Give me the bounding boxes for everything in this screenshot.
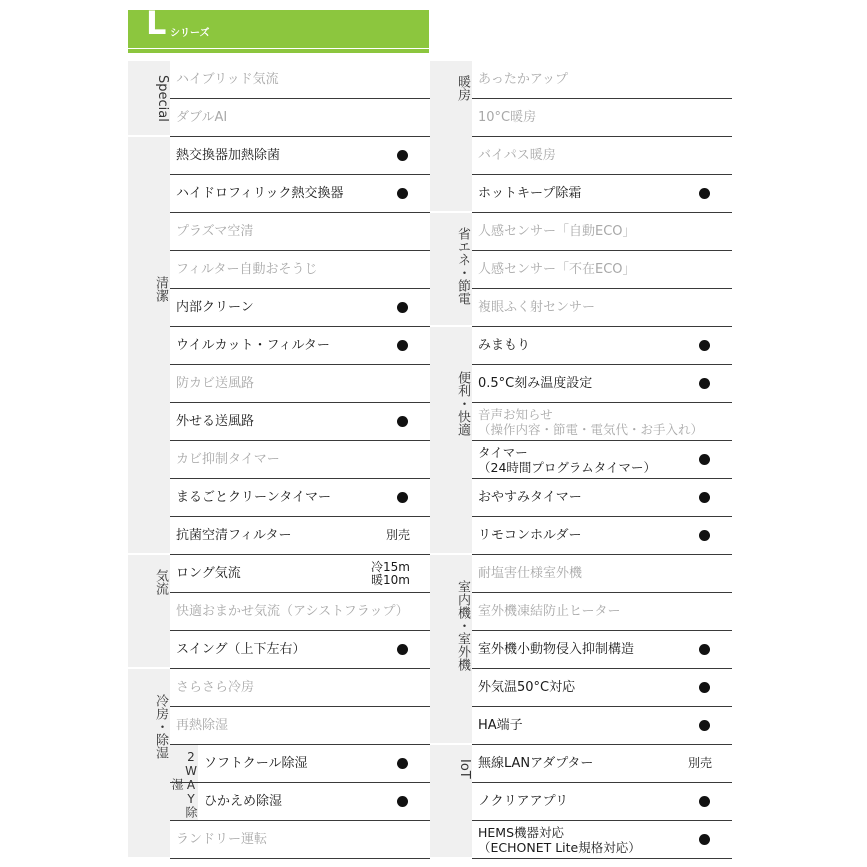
feature-label: 快適おまかせ気流（アシストフラップ） bbox=[176, 604, 409, 619]
supported-dot-icon bbox=[699, 454, 710, 465]
supported-dot-icon bbox=[699, 720, 710, 731]
feature-label: ホットキープ除霜 bbox=[478, 186, 582, 201]
category-label: 省エネ・節電 bbox=[455, 227, 470, 305]
supported-dot-icon bbox=[397, 150, 408, 161]
feature-label: あったかアップ bbox=[478, 72, 568, 87]
feature-label: スイング（上下左右） bbox=[176, 642, 306, 657]
feature-label: ハイドロフィリック熱交換器 bbox=[176, 186, 344, 201]
feature-label: ハイブリッド気流 bbox=[176, 72, 279, 87]
category-label: Special bbox=[155, 75, 170, 122]
feature-label: おやすみタイマー bbox=[478, 490, 582, 505]
feature-label: 室外機小動物侵入抑制構造 bbox=[478, 642, 635, 657]
supported-dot-icon bbox=[397, 492, 408, 503]
feature-row bbox=[472, 327, 732, 365]
feature-row bbox=[472, 593, 732, 631]
feature-label: 再熱除湿 bbox=[176, 718, 229, 733]
supported-dot-icon bbox=[699, 530, 710, 541]
feature-label: 内部クリーン bbox=[176, 300, 254, 315]
feature-row bbox=[170, 251, 430, 289]
feature-row bbox=[170, 403, 430, 441]
supported-dot-icon bbox=[397, 758, 408, 769]
category-label: 清潔 bbox=[153, 276, 168, 302]
feature-row bbox=[170, 175, 430, 213]
series-letter: L bbox=[146, 4, 167, 42]
feature-status-text: 別売 bbox=[385, 528, 410, 542]
category-label: IoT bbox=[457, 759, 472, 779]
feature-label: 耐塩害仕様室外機 bbox=[478, 566, 583, 581]
supported-dot-icon bbox=[699, 796, 710, 807]
feature-label: バイパス暖房 bbox=[478, 148, 556, 163]
supported-dot-icon bbox=[699, 492, 710, 503]
feature-label: 防カビ送風路 bbox=[176, 376, 255, 391]
supported-dot-icon bbox=[397, 340, 408, 351]
feature-row bbox=[472, 175, 732, 213]
feature-label: 10°C暖房 bbox=[478, 110, 537, 125]
feature-row bbox=[170, 137, 430, 175]
series-banner-underline bbox=[128, 49, 429, 53]
feature-row bbox=[472, 517, 732, 555]
feature-label: 抗菌空清フィルター bbox=[176, 528, 292, 543]
category-cell bbox=[430, 213, 472, 327]
feature-row bbox=[170, 517, 430, 555]
feature-label: ひかえめ除湿 bbox=[204, 794, 283, 809]
feature-label: さらさら冷房 bbox=[176, 680, 255, 695]
feature-label: プラズマ空清 bbox=[176, 224, 254, 239]
category-label: 室内機・室外機 bbox=[455, 580, 470, 671]
feature-label: 複眼ふく射センサー bbox=[478, 300, 596, 315]
feature-label: HEMS機器対応 （ECHONET Lite規格対応） bbox=[478, 824, 641, 855]
category-cell bbox=[430, 555, 472, 745]
category-cell bbox=[430, 327, 472, 555]
supported-dot-icon bbox=[699, 340, 710, 351]
feature-row bbox=[170, 365, 430, 403]
feature-row bbox=[472, 745, 732, 783]
feature-label: 0.5°C刻み温度設定 bbox=[478, 376, 593, 391]
feature-row bbox=[170, 593, 430, 631]
feature-row bbox=[170, 213, 430, 251]
sub-group-label: 2WAY除湿 bbox=[170, 750, 198, 818]
feature-row bbox=[170, 707, 430, 745]
category-cell bbox=[430, 745, 472, 859]
supported-dot-icon bbox=[699, 682, 710, 693]
category-cell bbox=[430, 61, 472, 213]
feature-row bbox=[472, 821, 732, 859]
category-cell bbox=[128, 61, 170, 137]
feature-label: まるごとクリーンタイマー bbox=[176, 490, 331, 505]
feature-label: ノクリアアプリ bbox=[478, 794, 569, 809]
feature-label: 無線LANアダプター bbox=[478, 756, 594, 771]
feature-status-text: 冷15m 暖10m bbox=[371, 559, 410, 587]
feature-row bbox=[170, 61, 430, 99]
feature-row bbox=[472, 213, 732, 251]
feature-label: 人感センサー「不在ECO」 bbox=[478, 262, 636, 277]
feature-row bbox=[170, 631, 430, 669]
feature-row bbox=[170, 441, 430, 479]
feature-row bbox=[170, 479, 430, 517]
feature-label: フィルター自動おそうじ bbox=[176, 262, 318, 277]
category-label: 便利・快適 bbox=[455, 371, 470, 436]
feature-status-text: 別売 bbox=[687, 756, 712, 770]
feature-row bbox=[472, 289, 732, 327]
feature-row bbox=[472, 61, 732, 99]
category-cell bbox=[128, 555, 170, 669]
feature-row bbox=[170, 669, 430, 707]
feature-label: リモコンホルダー bbox=[478, 528, 582, 543]
feature-label: HA端子 bbox=[478, 718, 523, 733]
feature-label: みまもり bbox=[478, 338, 531, 353]
category-cell bbox=[128, 669, 170, 859]
feature-row bbox=[170, 821, 430, 859]
feature-label: 外気温50°C対応 bbox=[478, 680, 576, 695]
supported-dot-icon bbox=[699, 188, 710, 199]
supported-dot-icon bbox=[699, 834, 710, 845]
feature-row bbox=[472, 707, 732, 745]
feature-row bbox=[472, 783, 732, 821]
feature-label: カビ抑制タイマー bbox=[176, 452, 280, 467]
feature-row bbox=[472, 99, 732, 137]
supported-dot-icon bbox=[397, 644, 408, 655]
feature-row bbox=[472, 441, 732, 479]
feature-label: ロング気流 bbox=[176, 566, 241, 581]
feature-row bbox=[472, 251, 732, 289]
feature-row bbox=[472, 555, 732, 593]
supported-dot-icon bbox=[397, 188, 408, 199]
feature-row bbox=[170, 327, 430, 365]
category-cell bbox=[128, 137, 170, 555]
feature-row bbox=[472, 631, 732, 669]
supported-dot-icon bbox=[699, 644, 710, 655]
feature-label: ウイルカット・フィルター bbox=[176, 338, 330, 353]
supported-dot-icon bbox=[699, 378, 710, 389]
feature-label: 室外機凍結防止ヒーター bbox=[478, 604, 621, 619]
feature-row bbox=[472, 403, 732, 441]
feature-label: ソフトクール除湿 bbox=[204, 756, 308, 771]
feature-label: タイマー （24時間プログラムタイマー） bbox=[478, 444, 657, 475]
feature-label: 音声お知らせ （操作内容・節電・電気代・お手入れ） bbox=[478, 406, 704, 437]
feature-row bbox=[170, 783, 430, 821]
feature-row bbox=[472, 137, 732, 175]
feature-row bbox=[170, 99, 430, 137]
supported-dot-icon bbox=[397, 302, 408, 313]
series-word: シリーズ bbox=[170, 28, 210, 39]
category-label: 冷房・除湿 bbox=[153, 694, 168, 759]
category-label: 気流 bbox=[153, 569, 168, 595]
feature-row bbox=[170, 555, 430, 593]
feature-row bbox=[170, 289, 430, 327]
feature-row bbox=[472, 365, 732, 403]
feature-row bbox=[170, 745, 430, 783]
feature-label: 人感センサー「自動ECO」 bbox=[478, 224, 636, 239]
feature-label: ダブルAI bbox=[176, 110, 228, 125]
supported-dot-icon bbox=[397, 796, 408, 807]
feature-label: 熱交換器加熱除菌 bbox=[176, 148, 281, 163]
category-label: 暖房 bbox=[455, 75, 470, 101]
feature-row bbox=[472, 669, 732, 707]
feature-label: ランドリー運転 bbox=[176, 832, 268, 847]
feature-label: 外せる送風路 bbox=[176, 414, 255, 429]
supported-dot-icon bbox=[397, 416, 408, 427]
feature-row bbox=[472, 479, 732, 517]
